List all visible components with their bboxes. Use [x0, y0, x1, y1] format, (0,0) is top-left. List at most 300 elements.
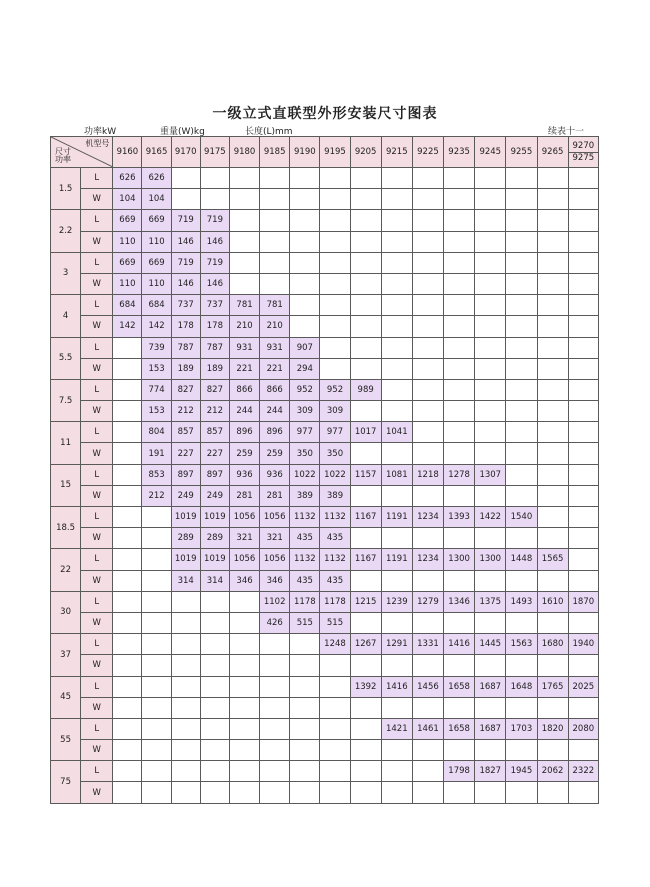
- value-cell: [537, 507, 568, 528]
- value-cell: 1375: [475, 591, 506, 612]
- value-cell: [200, 168, 229, 189]
- value-cell: [320, 718, 350, 739]
- model-header-last: [568, 137, 598, 168]
- value-cell: [381, 570, 412, 591]
- value-cell: [475, 782, 506, 803]
- value-cell: [475, 316, 506, 337]
- value-cell: 1056: [229, 549, 259, 570]
- value-cell: 1331: [412, 634, 443, 655]
- value-cell: 737: [200, 295, 229, 316]
- value-cell: [229, 718, 259, 739]
- value-cell: [381, 443, 412, 464]
- value-cell: 1157: [350, 464, 381, 485]
- value-cell: [200, 634, 229, 655]
- model-header-9245: 9245: [475, 137, 506, 168]
- table-row: [51, 612, 599, 633]
- weight-row-label: W: [81, 528, 113, 549]
- value-cell: [113, 761, 142, 782]
- value-cell: [171, 676, 200, 697]
- value-cell: 435: [320, 528, 350, 549]
- value-cell: 1765: [537, 676, 568, 697]
- value-cell: [350, 612, 381, 633]
- value-cell: 1610: [537, 591, 568, 612]
- value-cell: [260, 740, 290, 761]
- value-cell: [229, 168, 259, 189]
- value-cell: 1267: [350, 634, 381, 655]
- table-row: [51, 337, 599, 358]
- value-cell: [444, 210, 475, 231]
- value-cell: [568, 464, 598, 485]
- value-cell: 1081: [381, 464, 412, 485]
- weight-row-label: W: [81, 358, 113, 379]
- value-cell: 931: [229, 337, 259, 358]
- value-cell: [537, 189, 568, 210]
- value-cell: [444, 252, 475, 273]
- value-cell: [537, 655, 568, 676]
- length-row-label: L: [81, 379, 113, 400]
- value-cell: [290, 761, 320, 782]
- value-cell: [568, 740, 598, 761]
- value-cell: [200, 718, 229, 739]
- value-cell: [320, 295, 350, 316]
- value-cell: [260, 697, 290, 718]
- value-cell: [444, 422, 475, 443]
- value-cell: [381, 697, 412, 718]
- weight-row-label: W: [81, 655, 113, 676]
- value-cell: [229, 740, 259, 761]
- value-cell: [229, 782, 259, 803]
- length-row-label: L: [81, 676, 113, 697]
- value-cell: [537, 210, 568, 231]
- value-cell: [229, 252, 259, 273]
- value-cell: [350, 718, 381, 739]
- model-header-9265: 9265: [537, 137, 568, 168]
- value-cell: [568, 210, 598, 231]
- value-cell: [350, 210, 381, 231]
- value-cell: [444, 379, 475, 400]
- value-cell: 1167: [350, 507, 381, 528]
- value-cell: [200, 761, 229, 782]
- value-cell: [506, 612, 537, 633]
- value-cell: [260, 718, 290, 739]
- length-row-label: L: [81, 210, 113, 231]
- value-cell: [290, 295, 320, 316]
- value-cell: [381, 337, 412, 358]
- length-row-label: L: [81, 422, 113, 443]
- value-cell: [412, 761, 443, 782]
- value-cell: [506, 697, 537, 718]
- value-cell: 110: [142, 231, 171, 252]
- value-cell: 346: [229, 570, 259, 591]
- value-cell: 515: [320, 612, 350, 633]
- weight-row-label: W: [81, 782, 113, 803]
- value-cell: 1461: [412, 718, 443, 739]
- value-cell: [506, 189, 537, 210]
- weight-row-label: W: [81, 273, 113, 294]
- value-cell: [171, 718, 200, 739]
- power-cell: 22: [51, 549, 81, 591]
- value-cell: [444, 295, 475, 316]
- value-cell: [381, 379, 412, 400]
- value-cell: 1019: [200, 549, 229, 570]
- value-cell: 1658: [444, 718, 475, 739]
- value-cell: 1798: [444, 761, 475, 782]
- value-cell: [350, 189, 381, 210]
- value-cell: [412, 379, 443, 400]
- value-cell: [568, 231, 598, 252]
- length-row-label: L: [81, 337, 113, 358]
- power-cell: 75: [51, 761, 81, 803]
- value-cell: [412, 168, 443, 189]
- value-cell: [381, 485, 412, 506]
- value-cell: [537, 401, 568, 422]
- value-cell: [229, 676, 259, 697]
- value-cell: [260, 676, 290, 697]
- value-cell: [113, 740, 142, 761]
- table-row: [51, 295, 599, 316]
- model-header-9170: 9170: [171, 137, 200, 168]
- table-row: [51, 379, 599, 400]
- value-cell: [142, 528, 171, 549]
- value-cell: [200, 676, 229, 697]
- value-cell: [444, 273, 475, 294]
- value-cell: 321: [229, 528, 259, 549]
- value-cell: [568, 401, 598, 422]
- value-cell: 142: [142, 316, 171, 337]
- value-cell: [506, 379, 537, 400]
- value-cell: [171, 782, 200, 803]
- table-row: [51, 718, 599, 739]
- value-cell: 210: [260, 316, 290, 337]
- value-cell: 142: [113, 316, 142, 337]
- value-cell: [506, 740, 537, 761]
- value-cell: 1703: [506, 718, 537, 739]
- value-cell: [506, 273, 537, 294]
- value-cell: [350, 273, 381, 294]
- value-cell: [444, 231, 475, 252]
- value-cell: 866: [260, 379, 290, 400]
- value-cell: [229, 231, 259, 252]
- value-cell: [142, 740, 171, 761]
- value-cell: [350, 295, 381, 316]
- value-cell: 1563: [506, 634, 537, 655]
- value-cell: 321: [260, 528, 290, 549]
- value-cell: [171, 189, 200, 210]
- value-cell: [320, 676, 350, 697]
- value-cell: [506, 655, 537, 676]
- power-cell: 11: [51, 422, 81, 464]
- value-cell: [506, 358, 537, 379]
- power-cell: 18.5: [51, 507, 81, 549]
- value-cell: [412, 316, 443, 337]
- value-cell: [350, 401, 381, 422]
- value-cell: 1056: [260, 507, 290, 528]
- value-cell: [568, 570, 598, 591]
- value-cell: [290, 782, 320, 803]
- value-cell: [113, 655, 142, 676]
- value-cell: [381, 210, 412, 231]
- weight-row-label: W: [81, 697, 113, 718]
- value-cell: [350, 761, 381, 782]
- value-cell: 227: [200, 443, 229, 464]
- value-cell: [113, 591, 142, 612]
- value-cell: 1421: [381, 718, 412, 739]
- power-cell: 15: [51, 464, 81, 506]
- table-row: [51, 782, 599, 803]
- value-cell: [537, 443, 568, 464]
- value-cell: 719: [200, 210, 229, 231]
- table-row: [51, 443, 599, 464]
- value-cell: [444, 316, 475, 337]
- value-cell: [537, 485, 568, 506]
- value-cell: [475, 295, 506, 316]
- value-cell: [142, 634, 171, 655]
- value-cell: 1658: [444, 676, 475, 697]
- value-cell: 1445: [475, 634, 506, 655]
- value-cell: 259: [229, 443, 259, 464]
- value-cell: 435: [290, 570, 320, 591]
- table-row: [51, 485, 599, 506]
- value-cell: [475, 401, 506, 422]
- value-cell: [412, 528, 443, 549]
- value-cell: [381, 740, 412, 761]
- model-header-9180: 9180: [229, 137, 259, 168]
- value-cell: [200, 697, 229, 718]
- value-cell: [381, 612, 412, 633]
- value-cell: [113, 570, 142, 591]
- value-cell: 2322: [568, 761, 598, 782]
- value-cell: 1056: [229, 507, 259, 528]
- value-cell: [171, 655, 200, 676]
- value-cell: 1940: [568, 634, 598, 655]
- value-cell: [290, 740, 320, 761]
- value-cell: 866: [229, 379, 259, 400]
- value-cell: [229, 210, 259, 231]
- value-cell: [350, 570, 381, 591]
- value-cell: 1132: [290, 507, 320, 528]
- value-cell: [444, 358, 475, 379]
- value-cell: [506, 528, 537, 549]
- value-cell: 827: [200, 379, 229, 400]
- value-cell: [171, 634, 200, 655]
- value-cell: [320, 189, 350, 210]
- value-cell: [412, 570, 443, 591]
- value-cell: 787: [171, 337, 200, 358]
- model-header-9235: 9235: [444, 137, 475, 168]
- value-cell: [381, 252, 412, 273]
- value-cell: [475, 443, 506, 464]
- value-cell: [444, 485, 475, 506]
- value-cell: [290, 316, 320, 337]
- value-cell: [113, 549, 142, 570]
- value-cell: [568, 443, 598, 464]
- value-cell: [350, 443, 381, 464]
- value-cell: [506, 295, 537, 316]
- value-cell: [142, 761, 171, 782]
- value-cell: [113, 718, 142, 739]
- table-row: [51, 358, 599, 379]
- value-cell: 1416: [381, 676, 412, 697]
- value-cell: [142, 612, 171, 633]
- value-cell: 110: [113, 273, 142, 294]
- value-cell: [412, 655, 443, 676]
- value-cell: [113, 676, 142, 697]
- value-cell: [506, 443, 537, 464]
- value-cell: 1132: [320, 507, 350, 528]
- value-cell: [444, 528, 475, 549]
- value-cell: 936: [229, 464, 259, 485]
- value-cell: [412, 358, 443, 379]
- value-cell: [381, 761, 412, 782]
- value-cell: [475, 358, 506, 379]
- value-cell: [320, 358, 350, 379]
- value-cell: [568, 168, 598, 189]
- value-cell: [320, 655, 350, 676]
- value-cell: 189: [200, 358, 229, 379]
- value-cell: 146: [171, 273, 200, 294]
- length-row-label: L: [81, 761, 113, 782]
- value-cell: 389: [320, 485, 350, 506]
- value-cell: 1239: [381, 591, 412, 612]
- value-cell: 669: [142, 210, 171, 231]
- header-row: [51, 137, 599, 168]
- value-cell: [506, 782, 537, 803]
- value-cell: [444, 570, 475, 591]
- value-cell: [229, 634, 259, 655]
- value-cell: [350, 485, 381, 506]
- value-cell: 1448: [506, 549, 537, 570]
- power-cell: 4: [51, 295, 81, 337]
- value-cell: 1215: [350, 591, 381, 612]
- value-cell: [537, 168, 568, 189]
- value-cell: [260, 189, 290, 210]
- value-cell: 314: [200, 570, 229, 591]
- value-cell: [381, 401, 412, 422]
- value-cell: [290, 231, 320, 252]
- value-cell: [320, 252, 350, 273]
- value-cell: 1167: [350, 549, 381, 570]
- value-cell: [537, 422, 568, 443]
- value-cell: [260, 252, 290, 273]
- value-cell: 178: [200, 316, 229, 337]
- model-header-9190: 9190: [290, 137, 320, 168]
- corner-power-label: 功率: [55, 155, 71, 164]
- length-row-label: L: [81, 549, 113, 570]
- value-cell: [142, 549, 171, 570]
- value-cell: [171, 591, 200, 612]
- value-cell: [113, 464, 142, 485]
- value-cell: [568, 697, 598, 718]
- table-row: [51, 422, 599, 443]
- weight-unit-label: 重量(W)kg: [160, 127, 205, 137]
- model-header-bottom: 9275: [569, 152, 598, 164]
- value-cell: 146: [171, 231, 200, 252]
- power-cell: 1.5: [51, 168, 81, 210]
- weight-row-label: W: [81, 401, 113, 422]
- value-cell: 1307: [475, 464, 506, 485]
- value-cell: [320, 210, 350, 231]
- value-cell: 977: [320, 422, 350, 443]
- value-cell: 684: [142, 295, 171, 316]
- value-cell: 1132: [320, 549, 350, 570]
- value-cell: [568, 379, 598, 400]
- value-cell: 804: [142, 422, 171, 443]
- value-cell: 1019: [171, 507, 200, 528]
- value-cell: [381, 528, 412, 549]
- value-cell: 977: [290, 422, 320, 443]
- value-cell: 1291: [381, 634, 412, 655]
- value-cell: 1022: [290, 464, 320, 485]
- value-cell: [350, 337, 381, 358]
- value-cell: 146: [200, 231, 229, 252]
- power-cell: 30: [51, 591, 81, 633]
- value-cell: [260, 210, 290, 231]
- value-cell: [475, 168, 506, 189]
- value-cell: 989: [350, 379, 381, 400]
- value-cell: [200, 612, 229, 633]
- value-cell: [506, 401, 537, 422]
- value-cell: 787: [200, 337, 229, 358]
- table-row: [51, 591, 599, 612]
- value-cell: [290, 634, 320, 655]
- value-cell: [171, 168, 200, 189]
- value-cell: [506, 316, 537, 337]
- value-cell: [350, 782, 381, 803]
- value-cell: [290, 676, 320, 697]
- value-cell: [113, 528, 142, 549]
- value-cell: 896: [229, 422, 259, 443]
- value-cell: 153: [142, 358, 171, 379]
- value-cell: [229, 273, 259, 294]
- value-cell: 426: [260, 612, 290, 633]
- value-cell: [444, 782, 475, 803]
- value-cell: 1041: [381, 422, 412, 443]
- value-cell: 1648: [506, 676, 537, 697]
- model-header-9160: 9160: [113, 137, 142, 168]
- value-cell: 1493: [506, 591, 537, 612]
- value-cell: [229, 655, 259, 676]
- value-cell: 907: [290, 337, 320, 358]
- value-cell: [381, 358, 412, 379]
- weight-row-label: W: [81, 316, 113, 337]
- value-cell: [412, 210, 443, 231]
- table-row: [51, 168, 599, 189]
- value-cell: [290, 273, 320, 294]
- value-cell: [475, 337, 506, 358]
- value-cell: [568, 252, 598, 273]
- length-unit-label: 长度(L)mm: [245, 127, 293, 137]
- value-cell: [537, 697, 568, 718]
- value-cell: 952: [290, 379, 320, 400]
- value-cell: 1019: [200, 507, 229, 528]
- value-cell: 1392: [350, 676, 381, 697]
- value-cell: 309: [290, 401, 320, 422]
- value-cell: [475, 485, 506, 506]
- value-cell: 897: [171, 464, 200, 485]
- value-cell: 110: [113, 231, 142, 252]
- value-cell: 739: [142, 337, 171, 358]
- value-cell: [568, 189, 598, 210]
- table-row: [51, 570, 599, 591]
- model-header-9215: 9215: [381, 137, 412, 168]
- value-cell: [568, 337, 598, 358]
- value-cell: [537, 570, 568, 591]
- value-cell: 221: [229, 358, 259, 379]
- value-cell: 1456: [412, 676, 443, 697]
- value-cell: [290, 189, 320, 210]
- value-cell: 1178: [320, 591, 350, 612]
- value-cell: 146: [200, 273, 229, 294]
